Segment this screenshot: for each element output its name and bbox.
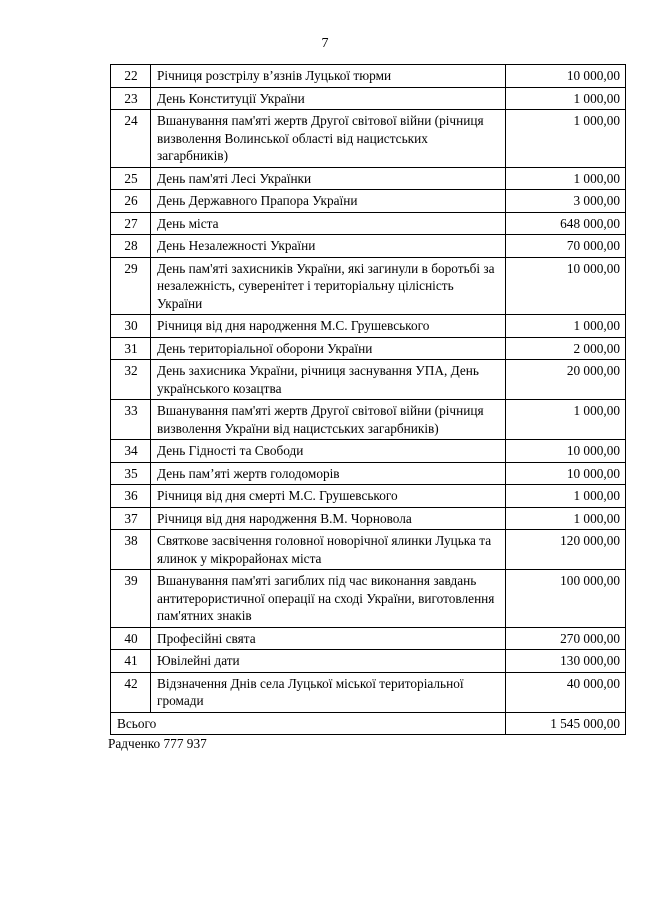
amount-cell: 1 000,00 xyxy=(506,110,626,168)
amount-cell: 1 000,00 xyxy=(506,87,626,110)
footer-note: Радченко 777 937 xyxy=(108,736,207,751)
amount-cell: 648 000,00 xyxy=(506,212,626,235)
row-number-cell: 35 xyxy=(111,462,151,485)
event-name-cell: Святкове засвічення головної новорічної ялинки Луцька та ялинок у мікрорайонах міста xyxy=(151,530,506,570)
row-number-cell: 22 xyxy=(111,65,151,88)
table-row xyxy=(111,87,626,110)
row-number-cell: 34 xyxy=(111,440,151,463)
table-row xyxy=(111,627,626,650)
row-number-cell: 31 xyxy=(111,337,151,360)
row-number-cell: 27 xyxy=(111,212,151,235)
table-row xyxy=(111,650,626,673)
row-number-cell: 40 xyxy=(111,627,151,650)
event-name-cell: День пам'яті Лесі Українки xyxy=(151,167,506,190)
table-row xyxy=(111,65,626,88)
row-number-cell: 24 xyxy=(111,110,151,168)
page-number: 7 xyxy=(321,36,329,51)
table-row xyxy=(111,440,626,463)
row-number-cell: 29 xyxy=(111,257,151,315)
event-name-cell: День Гідності та Свободи xyxy=(151,440,506,463)
budget-table-body xyxy=(111,65,626,735)
amount-cell: 1 000,00 xyxy=(506,507,626,530)
amount-cell: 130 000,00 xyxy=(506,650,626,673)
table-row xyxy=(111,110,626,168)
table-row xyxy=(111,507,626,530)
event-name-cell: Річниця від дня народження М.С. Грушевського xyxy=(151,315,506,338)
amount-cell: 100 000,00 xyxy=(506,570,626,628)
row-number-cell: 25 xyxy=(111,167,151,190)
table-row xyxy=(111,400,626,440)
event-name-cell: День пам’яті жертв голодоморів xyxy=(151,462,506,485)
table-row xyxy=(111,167,626,190)
row-number-cell: 32 xyxy=(111,360,151,400)
event-name-cell: Річниця розстрілу в’язнів Луцької тюрми xyxy=(151,65,506,88)
table-total-row xyxy=(111,712,626,735)
amount-cell: 10 000,00 xyxy=(506,462,626,485)
table-row xyxy=(111,485,626,508)
total-label-cell: Всього xyxy=(111,712,506,735)
row-number-cell: 30 xyxy=(111,315,151,338)
table-row xyxy=(111,672,626,712)
table-row xyxy=(111,257,626,315)
amount-cell: 10 000,00 xyxy=(506,65,626,88)
table-row xyxy=(111,462,626,485)
row-number-cell: 37 xyxy=(111,507,151,530)
row-number-cell: 36 xyxy=(111,485,151,508)
event-name-cell: Вшанування пам'яті загиблих під час виконання завдань антитерористичної операції на сході України, виготовлення пам'ятних знаків xyxy=(151,570,506,628)
table-row xyxy=(111,337,626,360)
event-name-cell: Ювілейні дати xyxy=(151,650,506,673)
row-number-cell: 42 xyxy=(111,672,151,712)
row-number-cell: 28 xyxy=(111,235,151,258)
row-number-cell: 41 xyxy=(111,650,151,673)
amount-cell: 1 000,00 xyxy=(506,400,626,440)
event-name-cell: Річниця від дня народження В.М. Чорновола xyxy=(151,507,506,530)
table-row xyxy=(111,360,626,400)
budget-table xyxy=(110,64,626,735)
amount-cell: 10 000,00 xyxy=(506,440,626,463)
row-number-cell: 33 xyxy=(111,400,151,440)
table-row xyxy=(111,315,626,338)
event-name-cell: Річниця від дня смерті М.С. Грушевського xyxy=(151,485,506,508)
amount-cell: 1 000,00 xyxy=(506,167,626,190)
event-name-cell: День міста xyxy=(151,212,506,235)
event-name-cell: День Конституції України xyxy=(151,87,506,110)
row-number-cell: 23 xyxy=(111,87,151,110)
table-row xyxy=(111,570,626,628)
amount-cell: 1 000,00 xyxy=(506,485,626,508)
amount-cell: 20 000,00 xyxy=(506,360,626,400)
table-row xyxy=(111,190,626,213)
row-number-cell: 38 xyxy=(111,530,151,570)
event-name-cell: Вшанування пам'яті жертв Другої світової війни (річниця визволення України від нацистських загарбників) xyxy=(151,400,506,440)
event-name-cell: День Незалежності України xyxy=(151,235,506,258)
total-amount-cell: 1 545 000,00 xyxy=(506,712,626,735)
event-name-cell: Професійні свята xyxy=(151,627,506,650)
event-name-cell: День Державного Прапора України xyxy=(151,190,506,213)
amount-cell: 3 000,00 xyxy=(506,190,626,213)
table-row xyxy=(111,530,626,570)
event-name-cell: Відзначення Днів села Луцької міської територіальної громади xyxy=(151,672,506,712)
amount-cell: 1 000,00 xyxy=(506,315,626,338)
table-row xyxy=(111,235,626,258)
event-name-cell: День пам'яті захисників України, які загинули в боротьбі за незалежність, суверенітет і територіальну цілісність України xyxy=(151,257,506,315)
row-number-cell: 26 xyxy=(111,190,151,213)
amount-cell: 270 000,00 xyxy=(506,627,626,650)
event-name-cell: Вшанування пам'яті жертв Другої світової війни (річниця визволення Волинської області від нацистських загарбників) xyxy=(151,110,506,168)
amount-cell: 2 000,00 xyxy=(506,337,626,360)
amount-cell: 10 000,00 xyxy=(506,257,626,315)
amount-cell: 40 000,00 xyxy=(506,672,626,712)
event-name-cell: День територіальної оборони України xyxy=(151,337,506,360)
event-name-cell: День захисника України, річниця заснування УПА, День українського козацтва xyxy=(151,360,506,400)
amount-cell: 120 000,00 xyxy=(506,530,626,570)
amount-cell: 70 000,00 xyxy=(506,235,626,258)
budget-table-container xyxy=(110,64,625,735)
table-row xyxy=(111,212,626,235)
row-number-cell: 39 xyxy=(111,570,151,628)
